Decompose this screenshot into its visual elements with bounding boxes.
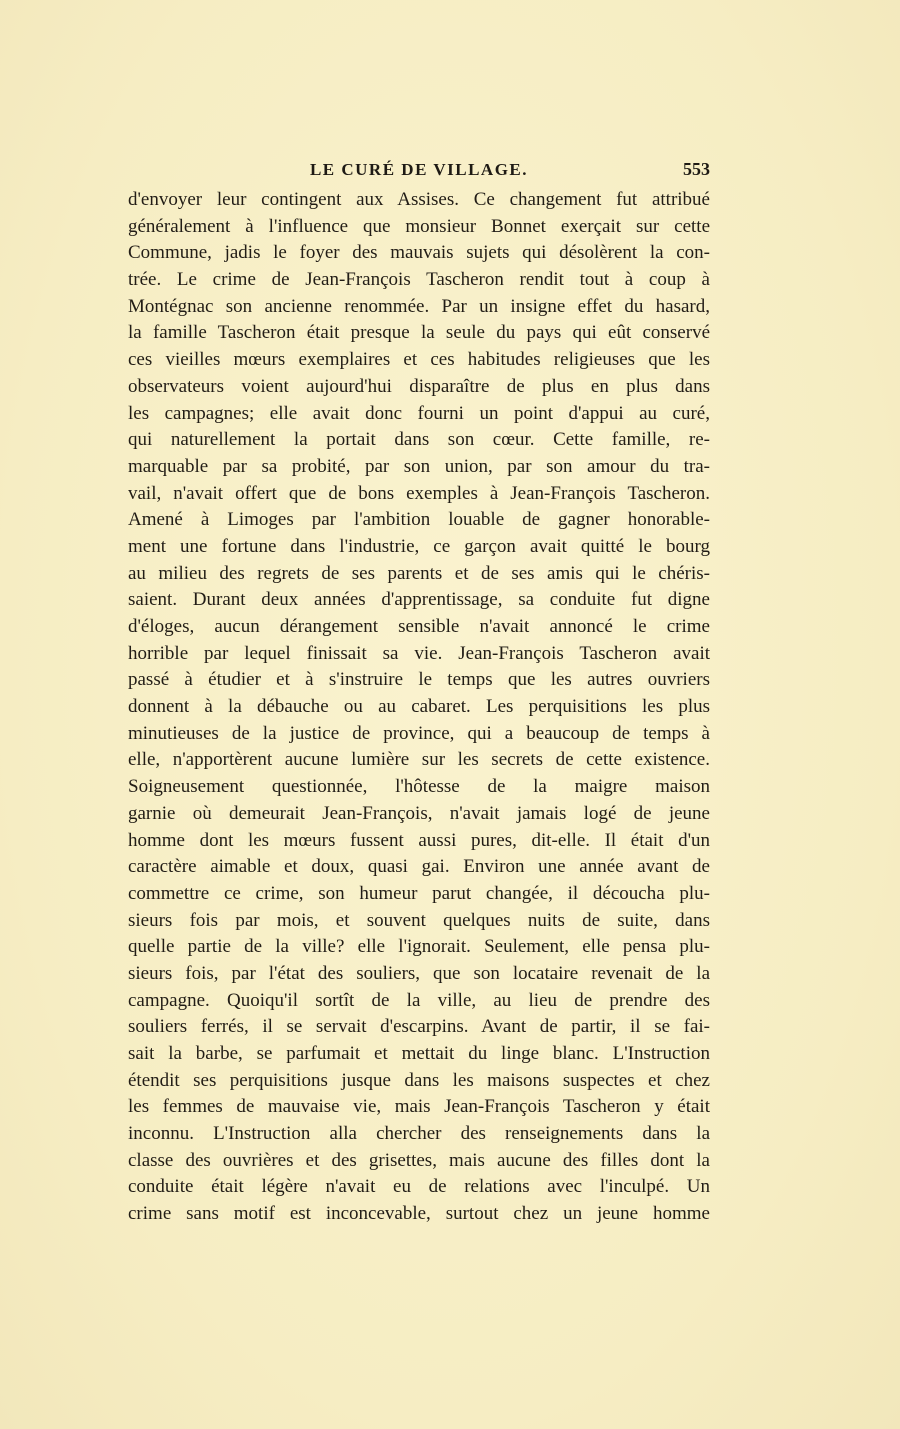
text-line: sieurs fois, par l'état des souliers, que son locataire revenait de la: [128, 962, 710, 984]
text-line: observateurs voient aujourd'hui disparaître de plus en plus dans: [128, 375, 710, 397]
text-line: Montégnac son ancienne renommée. Par un insigne effet du hasard,: [128, 295, 710, 317]
text-line: conduite était légère n'avait eu de relations avec l'inculpé. Un: [128, 1176, 710, 1198]
text-line: saient. Durant deux années d'apprentissage, sa conduite fut digne: [128, 589, 710, 611]
text-line: classe des ouvrières et des grisettes, mais aucune des filles dont la: [128, 1149, 710, 1171]
page-header: [128, 156, 710, 184]
text-line: Amené à Limoges par l'ambition louable de gagner honorable-: [128, 509, 710, 531]
text-line: d'éloges, aucun dérangement sensible n'avait annoncé le crime: [128, 616, 710, 637]
text-line: qui naturellement la portait dans son cœur. Cette famille, re-: [128, 429, 710, 451]
text-line: campagne. Quoiqu'il sortît de la ville, au lieu de prendre des: [128, 989, 710, 1011]
text-line: minutieuses de la justice de province, qui a beaucoup de temps à: [128, 722, 710, 744]
text-line: sieurs fois par mois, et souvent quelques nuits de suite, dans: [128, 909, 710, 931]
text-line: marquable par sa probité, par son union, par son amour du tra-: [128, 455, 710, 477]
page-number: 553: [683, 159, 710, 179]
text-line: crime sans motif est inconcevable, surtout chez un jeune homme: [128, 1203, 710, 1225]
text-line: d'envoyer leur contingent aux Assises. Ce changement fut attribué: [128, 189, 710, 210]
text-line: vail, n'avait offert que de bons exemples à Jean-François Tascheron.: [128, 482, 710, 504]
text-line: sait la barbe, se parfumait et mettait du linge blanc. L'Instruction: [128, 1043, 710, 1064]
text-line: les campagnes; elle avait donc fourni un point d'appui au curé,: [128, 402, 710, 424]
text-line: homme dont les mœurs fussent aussi pures, dit-elle. Il était d'un: [128, 829, 710, 851]
running-title: LE CURÉ DE VILLAGE.: [309, 160, 529, 179]
text-line: horrible par lequel finissait sa vie. Jean-François Tascheron avait: [128, 642, 710, 664]
text-line: caractère aimable et doux, quasi gai. Environ une année avant de: [128, 856, 710, 878]
body-text: [128, 187, 710, 1228]
text-line: étendit ses perquisitions jusque dans les maisons suspectes et chez: [128, 1069, 710, 1091]
text-line: trée. Le crime de Jean-François Tascheron rendit tout à coup à: [128, 269, 710, 291]
text-line: ment une fortune dans l'industrie, ce garçon avait quitté le bourg: [128, 535, 710, 557]
text-line: Commune, jadis le foyer des mauvais sujets qui désolèrent la con-: [128, 242, 710, 264]
text-line: souliers ferrés, il se servait d'escarpins. Avant de partir, il se fai-: [128, 1016, 710, 1038]
text-line: ces vieilles mœurs exemplaires et ces habitudes religieuses que les: [128, 349, 710, 371]
text-line: Soigneusement questionnée, l'hôtesse de la maigre maison: [128, 776, 710, 798]
text-line: elle, n'apportèrent aucune lumière sur les secrets de cette existence.: [128, 749, 710, 771]
text-line: généralement à l'influence que monsieur Bonnet exerçait sur cette: [128, 215, 710, 237]
text-line: les femmes de mauvaise vie, mais Jean-François Tascheron y était: [128, 1096, 710, 1118]
text-line: commettre ce crime, son humeur parut changée, il découcha plu-: [128, 882, 710, 904]
text-line: garnie où demeurait Jean-François, n'avait jamais logé de jeune: [128, 802, 710, 824]
text-line: inconnu. L'Instruction alla chercher des renseignements dans la: [128, 1123, 710, 1145]
text-line: donnent à la débauche ou au cabaret. Les perquisitions les plus: [128, 696, 710, 718]
text-line: la famille Tascheron était presque la seule du pays qui eût conservé: [128, 322, 710, 344]
text-line: quelle partie de la ville? elle l'ignorait. Seulement, elle pensa plu-: [128, 936, 710, 958]
text-line: au milieu des regrets de ses parents et de ses amis qui le chéris-: [128, 562, 710, 584]
text-line: passé à étudier et à s'instruire le temps que les autres ouvriers: [128, 669, 710, 691]
